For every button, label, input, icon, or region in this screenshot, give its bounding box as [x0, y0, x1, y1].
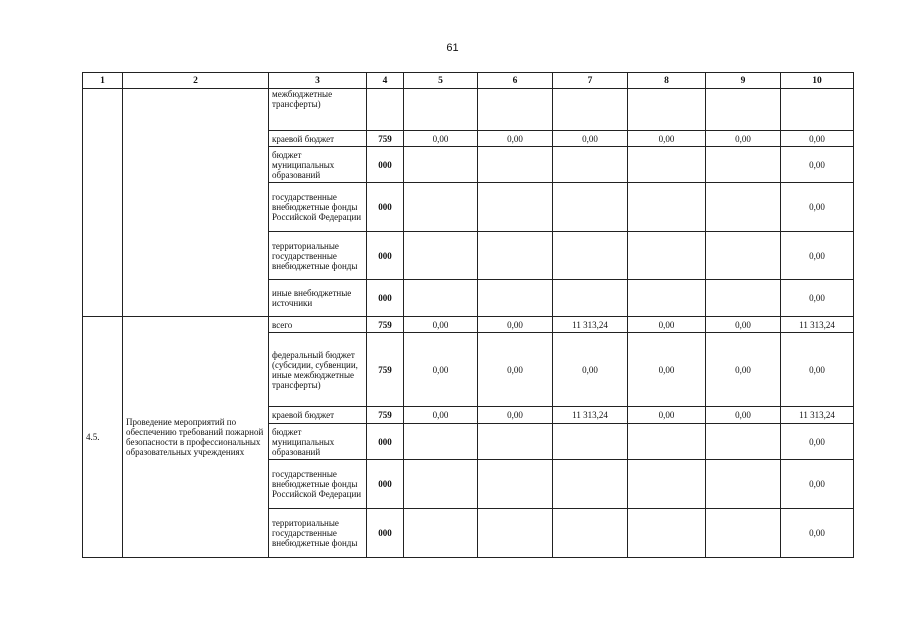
value-col-8 [628, 232, 706, 280]
value-col-6 [478, 232, 553, 280]
value-col-10: 0,00 [781, 147, 854, 183]
value-col-5: 0,00 [404, 131, 478, 147]
value-col-6 [478, 183, 553, 232]
event-number: 4.5. [83, 317, 123, 558]
value-col-8 [628, 509, 706, 558]
continuation-name-cell [123, 89, 269, 317]
value-col-7 [553, 280, 628, 317]
value-col-10: 11 313,24 [781, 317, 854, 333]
value-col-10: 11 313,24 [781, 407, 854, 424]
funding-source: всего [269, 317, 367, 333]
value-col-7 [553, 460, 628, 509]
funding-source: межбюджетные трансферты) [269, 89, 367, 131]
value-col-9 [706, 89, 781, 131]
event-name: Проведение мероприятий по обеспечению требований пожарной безопасности в профессиональных образовательных учреждениях [123, 317, 269, 558]
value-col-7 [553, 424, 628, 460]
value-col-10: 0,00 [781, 232, 854, 280]
budget-code [367, 89, 404, 131]
value-col-10: 0,00 [781, 424, 854, 460]
funding-source: краевой бюджет [269, 407, 367, 424]
value-col-5 [404, 280, 478, 317]
header-col-9: 9 [706, 73, 781, 89]
value-col-6: 0,00 [478, 333, 553, 407]
value-col-6: 0,00 [478, 131, 553, 147]
funding-source: бюджет муниципальных образований [269, 424, 367, 460]
value-col-5: 0,00 [404, 407, 478, 424]
funding-source: государственные внебюджетные фонды Российской Федерации [269, 183, 367, 232]
page-number: 61 [446, 42, 459, 54]
value-col-10: 0,00 [781, 183, 854, 232]
value-col-9: 0,00 [706, 317, 781, 333]
value-col-5: 0,00 [404, 317, 478, 333]
value-col-8: 0,00 [628, 131, 706, 147]
funding-source: федеральный бюджет (субсидии, субвенции, иные межбюджетные трансферты) [269, 333, 367, 407]
budget-code: 000 [367, 147, 404, 183]
value-col-5 [404, 183, 478, 232]
budget-code: 000 [367, 424, 404, 460]
header-row [83, 73, 854, 89]
value-col-6 [478, 147, 553, 183]
value-col-7: 11 313,24 [553, 317, 628, 333]
value-col-5 [404, 460, 478, 509]
budget-code: 000 [367, 183, 404, 232]
table-row [83, 89, 854, 131]
value-col-10: 0,00 [781, 509, 854, 558]
value-col-8: 0,00 [628, 407, 706, 424]
value-col-8: 0,00 [628, 317, 706, 333]
header-col-4: 4 [367, 73, 404, 89]
value-col-6 [478, 280, 553, 317]
value-col-9: 0,00 [706, 407, 781, 424]
value-col-9 [706, 183, 781, 232]
value-col-8 [628, 460, 706, 509]
value-col-9: 0,00 [706, 333, 781, 407]
budget-code: 000 [367, 232, 404, 280]
value-col-8 [628, 424, 706, 460]
header-col-3: 3 [269, 73, 367, 89]
value-col-9 [706, 509, 781, 558]
header-col-6: 6 [478, 73, 553, 89]
value-col-10: 0,00 [781, 131, 854, 147]
value-col-7 [553, 509, 628, 558]
value-col-10: 0,00 [781, 280, 854, 317]
budget-code: 000 [367, 280, 404, 317]
value-col-6 [478, 89, 553, 131]
value-col-9 [706, 424, 781, 460]
value-col-7: 0,00 [553, 131, 628, 147]
value-col-8 [628, 89, 706, 131]
value-col-8 [628, 280, 706, 317]
value-col-10 [781, 89, 854, 131]
value-col-9 [706, 460, 781, 509]
header-col-1: 1 [83, 73, 123, 89]
value-col-5: 0,00 [404, 333, 478, 407]
header-col-2: 2 [123, 73, 269, 89]
table-row [83, 317, 854, 333]
value-col-5 [404, 509, 478, 558]
value-col-6: 0,00 [478, 407, 553, 424]
value-col-8: 0,00 [628, 333, 706, 407]
funding-source: территориальные государственные внебюджетные фонды [269, 232, 367, 280]
funding-source: территориальные государственные внебюджетные фонды [269, 509, 367, 558]
header-col-8: 8 [628, 73, 706, 89]
budget-code: 759 [367, 407, 404, 424]
budget-code: 759 [367, 317, 404, 333]
header-col-7: 7 [553, 73, 628, 89]
value-col-9 [706, 232, 781, 280]
value-col-10: 0,00 [781, 460, 854, 509]
value-col-6 [478, 460, 553, 509]
continuation-number-cell [83, 89, 123, 317]
value-col-9: 0,00 [706, 131, 781, 147]
value-col-7: 0,00 [553, 333, 628, 407]
value-col-6 [478, 424, 553, 460]
value-col-9 [706, 280, 781, 317]
budget-code: 759 [367, 131, 404, 147]
value-col-7 [553, 232, 628, 280]
value-col-5 [404, 232, 478, 280]
funding-source: государственные внебюджетные фонды Российской Федерации [269, 460, 367, 509]
budget-code: 000 [367, 460, 404, 509]
value-col-7: 11 313,24 [553, 407, 628, 424]
value-col-5 [404, 89, 478, 131]
header-col-10: 10 [781, 73, 854, 89]
value-col-8 [628, 183, 706, 232]
header-col-5: 5 [404, 73, 478, 89]
value-col-6: 0,00 [478, 317, 553, 333]
value-col-6 [478, 509, 553, 558]
value-col-5 [404, 147, 478, 183]
budget-code: 759 [367, 333, 404, 407]
value-col-10: 0,00 [781, 333, 854, 407]
budget-table [82, 72, 854, 558]
value-col-7 [553, 183, 628, 232]
value-col-8 [628, 147, 706, 183]
value-col-9 [706, 147, 781, 183]
budget-code: 000 [367, 509, 404, 558]
funding-source: иные внебюджетные источники [269, 280, 367, 317]
value-col-5 [404, 424, 478, 460]
value-col-7 [553, 147, 628, 183]
funding-source: краевой бюджет [269, 131, 367, 147]
value-col-7 [553, 89, 628, 131]
funding-source: бюджет муниципальных образований [269, 147, 367, 183]
